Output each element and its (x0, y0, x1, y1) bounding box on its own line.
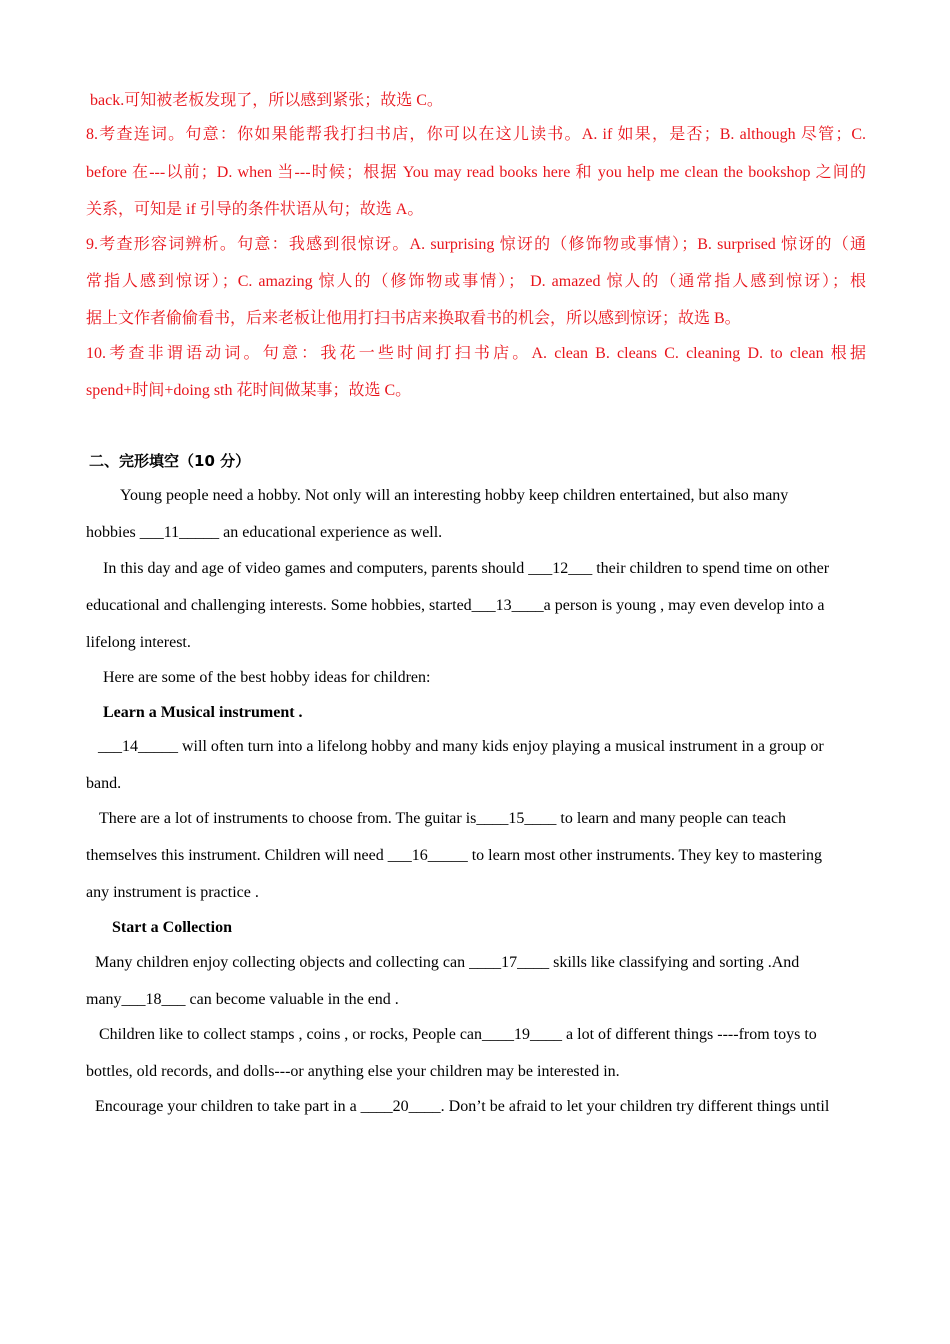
passage-line: There are a lot of instruments to choose from. The guitar is____15____ to learn and many people can teach (99, 810, 787, 827)
explanation-q10-line: 10.考查非谓语动词。句意：我花一些时间打扫书店。A. clean B. cleans C. cleaning D. to clean 根据 (86, 345, 866, 362)
passage-line: Children like to collect stamps , coins , or rocks, People can____19____ a lot of different things ----from toys to (99, 1026, 817, 1043)
explanation-q9-line: 常指人感到惊讶）；C. amazing 惊人的（修饰物或事情）； D. amazed 惊人的（通常指人感到惊讶）；根 (86, 273, 866, 290)
explanation-q9-line: 据上文作者偷偷看书，后来老板让他用打扫书店来换取看书的机会，所以感到惊讶；故选 B。 (86, 310, 741, 327)
explanation-line: back.可知被老板发现了，所以感到紧张；故选 C。 (90, 92, 443, 109)
explanation-q10-line: spend+时间+doing sth 花时间做某事；故选 C。 (86, 382, 412, 399)
subheading-collection: Start a Collection (112, 919, 232, 936)
passage-line: hobbies ___11_____ an educational experience as well. (86, 524, 443, 541)
passage-line: bottles, old records, and dolls---or anything else your children may be interested in. (86, 1063, 620, 1080)
passage-line: themselves this instrument. Children will need ___16_____ to learn most other instruments. They key to mastering (86, 847, 823, 864)
passage-line: educational and challenging interests. Some hobbies, started___13____a person is young , may even develop into a (86, 597, 825, 614)
passage-line: lifelong interest. (86, 634, 191, 651)
explanation-q8-line: 关系，可知是 if 引导的条件状语从句；故选 A。 (86, 201, 424, 218)
explanation-q8-line: before 在---以前；D. when 当---时候；根据 You may read books here 和 you help me clean the bookshop 之间的 (86, 164, 866, 181)
explanation-q8-line: 8.考查连词。句意：你如果能帮我打扫书店，你可以在这儿读书。A. if 如果，是否；B. although 尽管；C. (86, 126, 866, 143)
passage-line: band. (86, 775, 122, 792)
passage-line: any instrument is practice . (86, 884, 259, 901)
passage-line: Encourage your children to take part in a ____20____. Don’t be afraid to let your children try different things until (95, 1098, 830, 1115)
passage-line: In this day and age of video games and computers, parents should ___12___ their children to spend time on other (103, 560, 830, 577)
passage-line: Many children enjoy collecting objects and collecting can ____17____ skills like classifying and sorting .And (95, 954, 800, 971)
passage-line: many___18___ can become valuable in the end . (86, 991, 399, 1008)
subheading-musical-instrument: Learn a Musical instrument . (103, 704, 303, 721)
explanation-q9-line: 9.考查形容词辨析。句意：我感到很惊讶。A. surprising 惊讶的（修饰物或事情）；B. surprised 惊讶的（通 (86, 236, 866, 253)
passage-line: Here are some of the best hobby ideas for children: (103, 669, 431, 686)
section-heading: 二、完形填空（10 分） (89, 452, 251, 470)
passage-line: Young people need a hobby. Not only will an interesting hobby keep children entertained, but also many (120, 487, 789, 504)
passage-line: ___14_____ will often turn into a lifelong hobby and many kids enjoy playing a musical instrument in a group or (98, 738, 824, 755)
